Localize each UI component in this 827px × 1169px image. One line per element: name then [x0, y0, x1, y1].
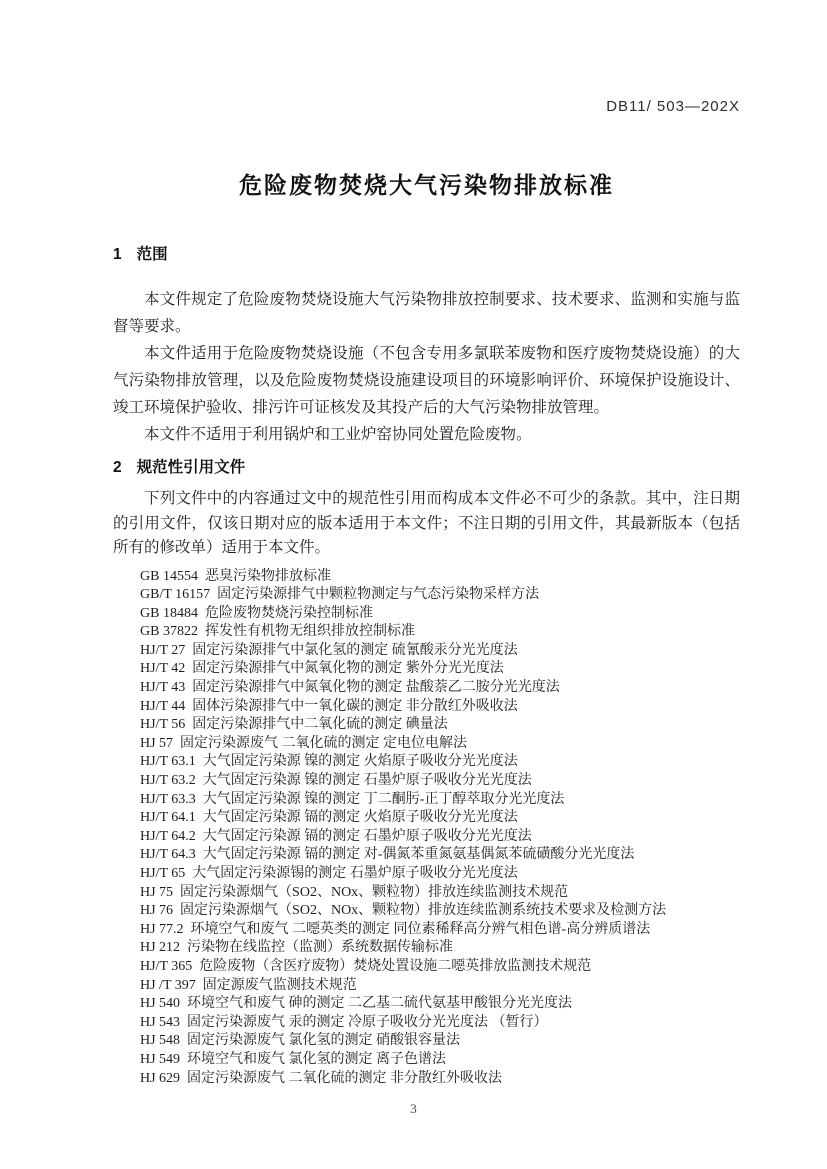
paragraph: 本文件规定了危险废物焚烧设施大气污染物排放控制要求、技术要求、监测和实施与监督等要求。 — [113, 291, 740, 335]
reference-item: HJ 543 固定污染源废气 汞的测定 冷原子吸收分光光度法 （暂行） — [140, 1014, 548, 1030]
section-1-body — [113, 286, 740, 448]
reference-item: HJ 540 环境空气和废气 砷的测定 二乙基二硫代氨基甲酸银分光光度法 — [140, 996, 573, 1012]
reference-item: GB 14554 恶臭污染物排放标准 — [140, 568, 331, 584]
paragraph: 本文件不适用于利用锅炉和工业炉窑协同处置危险废物。 — [144, 426, 532, 443]
references-list — [140, 568, 740, 1089]
paragraph: 下列文件中的内容通过文中的规范性引用而构成本文件必不可少的条款。其中，注日期的引用文件，仅该日期对应的版本适用于本文件；不注日期的引用文件，其最新版本（包括所有的修改单）适用于本文件。 — [113, 490, 740, 556]
reference-item: HJ/T 56 固定污染源排气中二氧化硫的测定 碘量法 — [140, 717, 448, 733]
paragraph: 本文件适用于危险废物焚烧设施（不包含专用多氯联苯废物和医疗废物焚烧设施）的大气污染物排放管理，以及危险废物焚烧设施建设项目的环境影响评价、环境保护设施设计、竣工环境保护验收、排污许可证核发及其投产后的大气污染物排放管理。 — [113, 345, 740, 416]
reference-item: HJ/T 65 大气固定污染源锡的测定 石墨炉原子吸收分光光度法 — [140, 866, 518, 881]
reference-item: HJ 57 固定污染源废气 二氧化硫的测定 定电位电解法 — [140, 735, 468, 751]
doc-number: DB11/ 503—202X — [606, 98, 740, 115]
reference-item: HJ/T 42 固定污染源排气中氮氧化物的测定 紫外分光光度法 — [140, 661, 504, 677]
section-2-heading — [113, 458, 740, 478]
section-heading-number: 2 — [113, 459, 122, 476]
reference-item: HJ 75 固定污染源烟气（SO2、NOx、颗粒物）排放连续监测技术规范 — [140, 884, 569, 900]
section-heading-number: 1 — [113, 246, 122, 263]
reference-item: HJ 548 固定污染源废气 氯化氢的测定 硝酸银容量法 — [140, 1033, 461, 1049]
reference-item: HJ/T 63.2 大气固定污染源 镍的测定 石墨炉原子吸收分光光度法 — [140, 773, 532, 789]
reference-item: HJ 629 固定污染源废气 二氧化硫的测定 非分散红外吸收法 — [140, 1070, 503, 1086]
reference-item: HJ/T 27 固定污染源排气中氯化氢的测定 硫氰酸汞分光光度法 — [140, 642, 518, 658]
reference-item: HJ/T 64.1 大气固定污染源 镉的测定 火焰原子吸收分光光度法 — [140, 810, 518, 826]
page-number: 3 — [410, 1101, 417, 1116]
reference-item: HJ /T 397 固定源废气监测技术规范 — [140, 977, 357, 993]
reference-item: HJ/T 63.3 大气固定污染源 镍的测定 丁二酮肟-正丁醇萃取分光光度法 — [140, 791, 565, 807]
reference-item: HJ 549 环境空气和废气 氯化氢的测定 离子色谱法 — [140, 1051, 447, 1067]
section-1-heading — [113, 245, 740, 265]
reference-item: HJ/T 44 固体污染源排气中一氧化碳的测定 非分散红外吸收法 — [140, 698, 518, 714]
reference-item: GB 18484 危险废物焚烧污染控制标准 — [140, 605, 373, 621]
reference-item: HJ/T 64.3 大气固定污染源 镉的测定 对-偶氮苯重氮氨基偶氮苯硫磺酸分光光度法 — [140, 847, 635, 863]
section-heading-text: 规范性引用文件 — [136, 459, 246, 476]
reference-item: HJ 212 污染物在线监控（监测）系统数据传输标准 — [140, 940, 454, 956]
document-title: 危险废物焚烧大气污染物排放标准 — [239, 172, 614, 198]
reference-item: GB 37822 挥发性有机物无组织排放控制标准 — [140, 624, 415, 640]
reference-item: HJ 77.2 环境空气和废气 二噁英类的测定 同位素稀释高分辨气相色谱-高分辨质谱法 — [140, 921, 651, 937]
reference-item: HJ/T 64.2 大气固定污染源 镉的测定 石墨炉原子吸收分光光度法 — [140, 828, 532, 844]
section-heading-text: 范围 — [136, 246, 168, 263]
reference-item: HJ/T 63.1 大气固定污染源 镍的测定 火焰原子吸收分光光度法 — [140, 754, 518, 770]
reference-item: HJ/T 365 危险废物（含医疗废物）焚烧处置设施二噁英排放监测技术规范 — [140, 958, 592, 974]
section-2-body — [113, 487, 740, 561]
reference-item: HJ/T 43 固定污染源排气中氮氧化物的测定 盐酸萘乙二胺分光光度法 — [140, 680, 560, 696]
reference-item: GB/T 16157 固定污染源排气中颗粒物测定与气态污染物采样方法 — [140, 587, 540, 603]
reference-item: HJ 76 固定污染源烟气（SO2、NOx、颗粒物）排放连续监测系统技术要求及检测方法 — [140, 903, 667, 919]
